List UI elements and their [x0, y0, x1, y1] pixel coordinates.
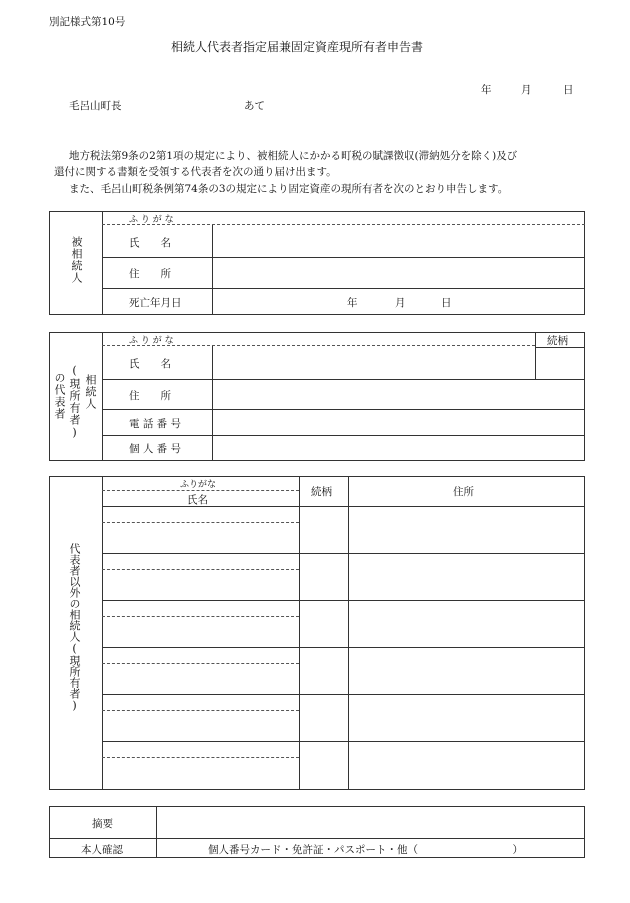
divider: [102, 435, 585, 436]
death-date-field[interactable]: [214, 290, 583, 314]
divider: [102, 288, 585, 289]
other-heirs-address-label: 住所: [453, 486, 474, 498]
deceased-furigana-label: ふ り が な: [129, 215, 174, 225]
other-heirs-label: 代表者以外の相続人(現所有者): [68, 543, 81, 712]
representative-address-label: 住 所: [129, 390, 171, 402]
divider: [102, 409, 585, 410]
identity-documents-text: 個人番号カード・免許証・パスポート・他（ ）: [208, 844, 523, 856]
other-heir-4-name-field[interactable]: [104, 648, 298, 694]
representative-address-field[interactable]: [214, 381, 583, 408]
death-day-label: 日: [441, 297, 452, 309]
summary-field[interactable]: [158, 807, 584, 837]
deceased-label: 被相続人: [70, 236, 83, 284]
representative-relationship-field[interactable]: [537, 349, 583, 378]
other-heir-4-address-field[interactable]: [350, 648, 584, 694]
deceased-furigana-field[interactable]: [214, 212, 583, 223]
other-heirs-furigana-label: ふりがな: [180, 480, 217, 490]
identity-check-label: 本人確認: [81, 844, 123, 856]
other-heirs-relationship-label: 続柄: [311, 486, 332, 498]
other-heir-4-relationship-field[interactable]: [301, 648, 347, 694]
divider: [212, 224, 213, 315]
other-heir-3-name-field[interactable]: [104, 601, 298, 647]
divider: [212, 345, 213, 461]
representative-name-label: 氏 名: [129, 358, 171, 370]
divider: [348, 476, 349, 790]
page-title: 相続人代表者指定届兼固定資産現所有者申告書: [171, 40, 424, 54]
representative-mynumber-field[interactable]: [214, 437, 583, 460]
other-heir-2-name-field[interactable]: [104, 554, 298, 600]
divider: [102, 211, 103, 315]
divider: [102, 257, 585, 258]
representative-name-field[interactable]: [214, 347, 533, 378]
divider: [102, 379, 585, 380]
representative-relationship-label: 続柄: [547, 335, 568, 347]
date-day-label: 日: [563, 84, 574, 96]
date-month-label: 月: [521, 84, 532, 96]
other-heir-1-relationship-field[interactable]: [301, 507, 347, 553]
representative-label-a: 相続人: [84, 374, 97, 410]
deceased-name-field[interactable]: [214, 226, 583, 256]
representative-furigana-label: ふ り が な: [129, 336, 174, 346]
divider: [299, 476, 300, 790]
death-date-label: 死亡年月日: [129, 297, 182, 309]
summary-label: 摘要: [92, 818, 113, 830]
representative-phone-label: 電 話 番 号: [129, 418, 182, 430]
other-heir-3-relationship-field[interactable]: [301, 601, 347, 647]
representative-mynumber-label: 個 人 番 号: [129, 443, 182, 455]
representative-label-b: (現所有者): [68, 364, 81, 440]
body-text-line-3: また、毛呂山町税条例第74条の3の規定により固定資産の現所有者を次のとおり申告します。: [69, 183, 509, 195]
other-heirs-name-label: 氏名: [187, 494, 208, 506]
divider: [535, 332, 536, 379]
body-text-line-2: 還付に関する書類を受領する代表者を次の通り届け出ます。: [54, 166, 337, 178]
other-heir-6-relationship-field[interactable]: [301, 742, 347, 789]
divider: [156, 806, 157, 858]
addressee: 毛呂山町長: [69, 100, 122, 112]
other-heir-3-address-field[interactable]: [350, 601, 584, 647]
divider: [49, 838, 585, 839]
other-heir-5-address-field[interactable]: [350, 695, 584, 741]
divider: [102, 224, 585, 225]
death-year-label: 年: [347, 297, 358, 309]
other-heir-5-relationship-field[interactable]: [301, 695, 347, 741]
other-heir-6-address-field[interactable]: [350, 742, 584, 789]
form-number: 別記様式第10号: [49, 16, 126, 28]
representative-label-c: の代表者: [53, 372, 66, 420]
divider: [102, 476, 103, 790]
other-heir-5-name-field[interactable]: [104, 695, 298, 741]
divider: [102, 332, 103, 461]
divider: [102, 490, 299, 491]
other-heir-2-relationship-field[interactable]: [301, 554, 347, 600]
deceased-address-label: 住 所: [129, 268, 171, 280]
death-month-label: 月: [395, 297, 406, 309]
representative-phone-field[interactable]: [214, 411, 583, 434]
other-heir-2-address-field[interactable]: [350, 554, 584, 600]
date-year-label: 年: [481, 84, 492, 96]
other-heir-6-name-field[interactable]: [104, 742, 298, 789]
deceased-name-label: 氏 名: [129, 237, 171, 249]
addressee-suffix: あて: [244, 100, 265, 112]
body-text-line-1: 地方税法第9条の2第1項の規定により、被相続人にかかる町税の賦課徴収(滞納処分を除く)及び: [69, 150, 518, 162]
representative-furigana-field[interactable]: [214, 333, 533, 344]
other-heir-1-address-field[interactable]: [350, 507, 584, 553]
other-heir-1-name-field[interactable]: [104, 507, 298, 553]
deceased-address-field[interactable]: [214, 259, 583, 287]
